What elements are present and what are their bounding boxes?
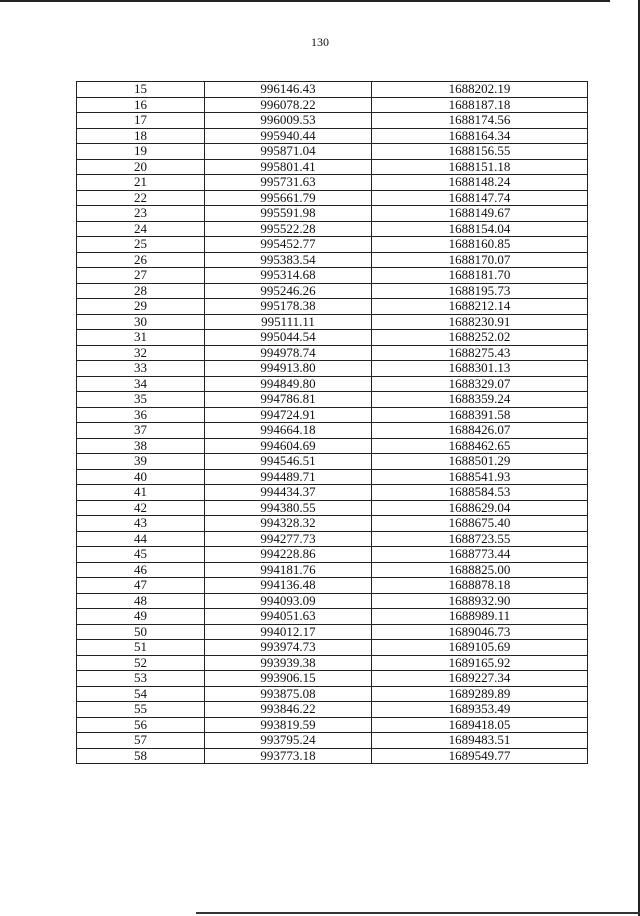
x-coordinate-cell: 995111.11 [205,314,372,330]
table-row [77,237,588,253]
x-coordinate-cell: 995522.28 [205,221,372,237]
point-number-cell: 21 [77,175,205,191]
point-number-cell: 30 [77,314,205,330]
scan-edge-bottom [196,912,640,914]
y-coordinate-cell: 1688825.00 [372,562,588,578]
point-number-cell: 32 [77,345,205,361]
table-row [77,113,588,129]
table-row [77,190,588,206]
table-row [77,469,588,485]
y-coordinate-cell: 1688154.04 [372,221,588,237]
y-coordinate-cell: 1689289.89 [372,686,588,702]
y-coordinate-cell: 1688202.19 [372,82,588,98]
x-coordinate-cell: 995246.26 [205,283,372,299]
y-coordinate-cell: 1688989.11 [372,609,588,625]
table-row [77,702,588,718]
table-row [77,593,588,609]
x-coordinate-cell: 994380.55 [205,500,372,516]
point-number-cell: 15 [77,82,205,98]
point-number-cell: 42 [77,500,205,516]
x-coordinate-cell: 995178.38 [205,299,372,315]
x-coordinate-cell: 994489.71 [205,469,372,485]
table-row [77,748,588,764]
point-number-cell: 46 [77,562,205,578]
table-row [77,640,588,656]
y-coordinate-cell: 1688160.85 [372,237,588,253]
table-row [77,128,588,144]
y-coordinate-cell: 1688629.04 [372,500,588,516]
y-coordinate-cell: 1688174.56 [372,113,588,129]
table-row [77,717,588,733]
y-coordinate-cell: 1688164.34 [372,128,588,144]
point-number-cell: 26 [77,252,205,268]
y-coordinate-cell: 1688462.65 [372,438,588,454]
y-coordinate-cell: 1689353.49 [372,702,588,718]
point-number-cell: 36 [77,407,205,423]
point-number-cell: 23 [77,206,205,222]
x-coordinate-cell: 993875.08 [205,686,372,702]
table-row [77,671,588,687]
x-coordinate-cell: 993795.24 [205,733,372,749]
x-coordinate-cell: 994546.51 [205,454,372,470]
x-coordinate-cell: 995661.79 [205,190,372,206]
x-coordinate-cell: 996078.22 [205,97,372,113]
y-coordinate-cell: 1688723.55 [372,531,588,547]
x-coordinate-cell: 995044.54 [205,330,372,346]
x-coordinate-cell: 994724.91 [205,407,372,423]
table-row [77,624,588,640]
point-number-cell: 27 [77,268,205,284]
point-number-cell: 38 [77,438,205,454]
point-number-cell: 37 [77,423,205,439]
point-number-cell: 25 [77,237,205,253]
table-row [77,516,588,532]
point-number-cell: 52 [77,655,205,671]
y-coordinate-cell: 1688170.07 [372,252,588,268]
point-number-cell: 22 [77,190,205,206]
table-row [77,268,588,284]
point-number-cell: 33 [77,361,205,377]
point-number-cell: 28 [77,283,205,299]
point-number-cell: 39 [77,454,205,470]
y-coordinate-cell: 1688195.73 [372,283,588,299]
point-number-cell: 55 [77,702,205,718]
point-number-cell: 56 [77,717,205,733]
y-coordinate-cell: 1688147.74 [372,190,588,206]
table-row [77,485,588,501]
table-row [77,500,588,516]
x-coordinate-cell: 995591.98 [205,206,372,222]
x-coordinate-cell: 994051.63 [205,609,372,625]
table-row [77,407,588,423]
y-coordinate-cell: 1688359.24 [372,392,588,408]
y-coordinate-cell: 1688391.58 [372,407,588,423]
point-number-cell: 18 [77,128,205,144]
x-coordinate-cell: 993846.22 [205,702,372,718]
table-row [77,97,588,113]
table-row [77,609,588,625]
scan-edge-top [0,0,610,2]
y-coordinate-cell: 1689418.05 [372,717,588,733]
point-number-cell: 24 [77,221,205,237]
table-row [77,206,588,222]
point-number-cell: 45 [77,547,205,563]
point-number-cell: 44 [77,531,205,547]
table-row [77,392,588,408]
x-coordinate-cell: 994136.48 [205,578,372,594]
point-number-cell: 34 [77,376,205,392]
y-coordinate-cell: 1689227.34 [372,671,588,687]
point-number-cell: 40 [77,469,205,485]
table-row [77,531,588,547]
x-coordinate-cell: 994228.86 [205,547,372,563]
y-coordinate-cell: 1688501.29 [372,454,588,470]
point-number-cell: 17 [77,113,205,129]
y-coordinate-cell: 1689483.51 [372,733,588,749]
x-coordinate-cell: 995383.54 [205,252,372,268]
x-coordinate-cell: 993939.38 [205,655,372,671]
y-coordinate-cell: 1688301.13 [372,361,588,377]
point-number-cell: 53 [77,671,205,687]
x-coordinate-cell: 994849.80 [205,376,372,392]
x-coordinate-cell: 993974.73 [205,640,372,656]
point-number-cell: 54 [77,686,205,702]
y-coordinate-cell: 1688329.07 [372,376,588,392]
table-row [77,175,588,191]
table-row [77,159,588,175]
y-coordinate-cell: 1688181.70 [372,268,588,284]
y-coordinate-cell: 1688426.07 [372,423,588,439]
table-row [77,733,588,749]
y-coordinate-cell: 1689105.69 [372,640,588,656]
y-coordinate-cell: 1689549.77 [372,748,588,764]
point-number-cell: 50 [77,624,205,640]
y-coordinate-cell: 1688149.67 [372,206,588,222]
y-coordinate-cell: 1688675.40 [372,516,588,532]
y-coordinate-cell: 1688773.44 [372,547,588,563]
y-coordinate-cell: 1689165.92 [372,655,588,671]
point-number-cell: 48 [77,593,205,609]
table-row [77,314,588,330]
table-row [77,82,588,98]
x-coordinate-cell: 994434.37 [205,485,372,501]
table-row [77,454,588,470]
point-number-cell: 20 [77,159,205,175]
y-coordinate-cell: 1688584.53 [372,485,588,501]
table-row [77,686,588,702]
point-number-cell: 57 [77,733,205,749]
y-coordinate-cell: 1688148.24 [372,175,588,191]
table-row [77,283,588,299]
point-number-cell: 47 [77,578,205,594]
x-coordinate-cell: 995940.44 [205,128,372,144]
x-coordinate-cell: 996009.53 [205,113,372,129]
point-number-cell: 43 [77,516,205,532]
table-row [77,330,588,346]
table-row [77,361,588,377]
table-row [77,438,588,454]
table-row [77,562,588,578]
table-row [77,547,588,563]
x-coordinate-cell: 995452.77 [205,237,372,253]
table-row [77,578,588,594]
x-coordinate-cell: 994277.73 [205,531,372,547]
x-coordinate-cell: 994604.69 [205,438,372,454]
page-number: 130 [311,35,329,49]
y-coordinate-cell: 1688932.90 [372,593,588,609]
y-coordinate-cell: 1688275.43 [372,345,588,361]
table-row [77,376,588,392]
table-row [77,655,588,671]
y-coordinate-cell: 1688187.18 [372,97,588,113]
x-coordinate-cell: 995731.63 [205,175,372,191]
coordinates-table [76,81,588,764]
y-coordinate-cell: 1688252.02 [372,330,588,346]
coordinates-table-body [77,82,588,764]
x-coordinate-cell: 995314.68 [205,268,372,284]
y-coordinate-cell: 1688156.55 [372,144,588,160]
x-coordinate-cell: 994978.74 [205,345,372,361]
x-coordinate-cell: 994913.80 [205,361,372,377]
x-coordinate-cell: 993773.18 [205,748,372,764]
table-row [77,299,588,315]
table-row [77,252,588,268]
y-coordinate-cell: 1689046.73 [372,624,588,640]
y-coordinate-cell: 1688878.18 [372,578,588,594]
x-coordinate-cell: 994012.17 [205,624,372,640]
y-coordinate-cell: 1688541.93 [372,469,588,485]
point-number-cell: 35 [77,392,205,408]
y-coordinate-cell: 1688151.18 [372,159,588,175]
x-coordinate-cell: 994328.32 [205,516,372,532]
x-coordinate-cell: 996146.43 [205,82,372,98]
x-coordinate-cell: 993906.15 [205,671,372,687]
x-coordinate-cell: 994664.18 [205,423,372,439]
point-number-cell: 51 [77,640,205,656]
point-number-cell: 29 [77,299,205,315]
point-number-cell: 16 [77,97,205,113]
point-number-cell: 31 [77,330,205,346]
point-number-cell: 58 [77,748,205,764]
point-number-cell: 41 [77,485,205,501]
x-coordinate-cell: 995801.41 [205,159,372,175]
table-row [77,221,588,237]
table-row [77,144,588,160]
point-number-cell: 49 [77,609,205,625]
y-coordinate-cell: 1688212.14 [372,299,588,315]
table-row [77,345,588,361]
x-coordinate-cell: 994181.76 [205,562,372,578]
y-coordinate-cell: 1688230.91 [372,314,588,330]
x-coordinate-cell: 993819.59 [205,717,372,733]
x-coordinate-cell: 994786.81 [205,392,372,408]
table-row [77,423,588,439]
point-number-cell: 19 [77,144,205,160]
x-coordinate-cell: 994093.09 [205,593,372,609]
x-coordinate-cell: 995871.04 [205,144,372,160]
